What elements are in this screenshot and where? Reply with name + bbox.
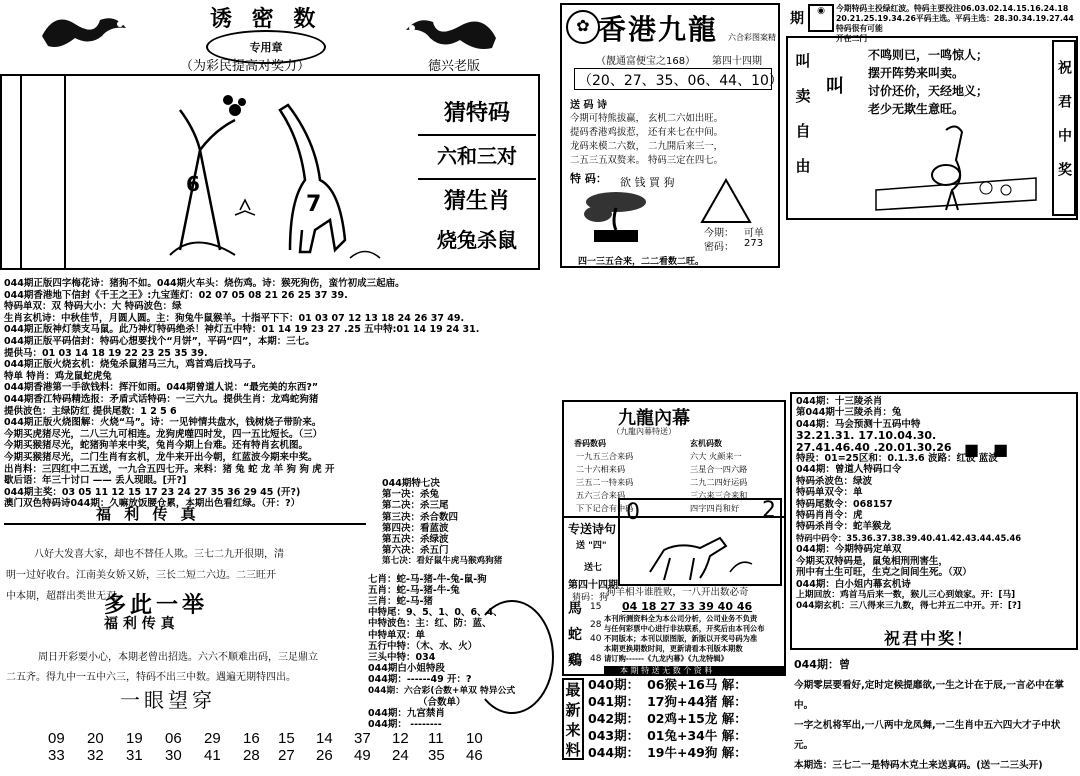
- seven-item: 第四决：看蓝波: [382, 522, 449, 534]
- tip-line: 提供马：01 03 14 18 19 22 23 25 35 39.: [4, 347, 208, 359]
- side-char: 卖: [795, 87, 811, 105]
- jl-period: 第四十四期: [568, 580, 618, 591]
- tip-line: 044期主奖：03 05 11 12 15 17 23 24 27 35 36 29 45 (开?): [4, 486, 301, 498]
- bonsai-illustration: [576, 188, 656, 246]
- zen-shout: 叫: [826, 76, 844, 97]
- welfare-title: 福 利 传 真: [96, 505, 200, 523]
- jl-right-item: 六大 火颜来一: [690, 451, 742, 461]
- br-line: 特码杀肖令：蛇羊猴龙: [796, 521, 892, 533]
- grid-cell: 19: [126, 730, 143, 747]
- zen-issue-label: 期: [790, 11, 804, 27]
- dragon-right-icon: [398, 8, 498, 56]
- zen-header-line: 今期特码主投绿红波。特码主要投注06.03.02.14.15.16.24.18: [836, 4, 1069, 13]
- seven-line: 044期： --------: [368, 719, 442, 731]
- jl-title: 九龍內幕: [618, 408, 690, 429]
- jl-right-item: 三六来三合来和: [690, 490, 748, 500]
- jl-ji-num: 48: [590, 654, 602, 664]
- hk-code-value: 可单: [744, 228, 764, 239]
- zeng-line: 今期零层要看好,定时定候提靡欲,一生之计在于辰,一言必中在掌中。: [794, 680, 1064, 711]
- br-line: 044期：马会预测十五码中特: [796, 418, 921, 430]
- zen-right-vertical-text: 祝君中奖: [1056, 60, 1072, 196]
- br-line: 044期：曾道人特码口令: [796, 464, 902, 476]
- seven-line: 七肖：蛇-马-猪-牛-兔-鼠-狗: [368, 573, 487, 585]
- latest-label: [564, 680, 582, 760]
- seven-line: 044期白小姐特段: [368, 663, 445, 675]
- horse-illustration: [640, 528, 760, 582]
- grid-cell: 12: [392, 730, 409, 747]
- jl-zhuanzhi: 专送诗句: [568, 522, 617, 536]
- latest-label-char: 来: [565, 721, 581, 739]
- grid-cell: 16: [243, 730, 260, 747]
- br-congrats: 祝君中奖！: [884, 629, 975, 648]
- br-line: 刑中有土生可旺，生克之间间生死。（双）: [796, 567, 972, 579]
- welfare-rule: [4, 523, 366, 525]
- br-line: 044期：十三陵杀肖: [796, 396, 883, 407]
- hk-coins-label: 欲 钱 買 狗: [620, 176, 675, 189]
- hk-poem-title: 送 码 诗: [570, 100, 607, 111]
- zeng-line: 一字之机将军出,一八两中龙凤舞,一二生肖中五六四大才子中状元。: [794, 720, 1061, 751]
- welfare-line: 周日开彩要小心，本期老曾出招选。六六不顺难出码，三足鼎立: [38, 652, 318, 663]
- latest-value: 17狗+44猪 解：: [647, 694, 747, 709]
- jl-left-item: 二十六相来码: [576, 464, 626, 474]
- zen-badge-icon: ◉: [808, 4, 834, 32]
- jl-zhuanzhi-2: 送 "四": [576, 541, 607, 551]
- hk-poem-line: 二五三五双赘来。 特码三定在四七。: [570, 155, 723, 166]
- jl-zhuan: 猜码：狗: [572, 593, 609, 603]
- zen-side-column: [790, 50, 816, 176]
- dragon-left-icon: [40, 6, 130, 54]
- hk-title: 香港九龍: [598, 13, 719, 46]
- zen-poem-line: 不鸣则已，一鸣惊人；: [868, 48, 989, 62]
- jl-big-zero: 0: [626, 500, 640, 525]
- jl-left-item: 三五二一特来码: [576, 477, 634, 487]
- seven-line: 中特单双：单: [368, 629, 426, 641]
- hk-issue: 第四十四期: [712, 56, 762, 67]
- hk-poem: [570, 112, 723, 168]
- tip-line: 提供波色：主绿防红 提供尾数：1 2 5 6: [4, 405, 177, 417]
- jl-ma: 馬: [568, 601, 582, 617]
- tip-line: 特码单双：双 特码大小：大 特码波色：绿: [4, 301, 182, 313]
- latest-issue: 043期：: [588, 728, 640, 743]
- latest-row: [588, 693, 747, 710]
- br-line: 特码中码令：35.36.37.38.39.40.41.42.43.44.45.46: [796, 532, 1022, 543]
- hk-poem-line: 提码香港鸡拔惹， 还有来七在中间。: [570, 127, 723, 138]
- br-line: 特段：01=25区和：0.1.3.6 波路：红波 蓝波: [796, 453, 998, 465]
- hk-secret-label: 密码：: [704, 242, 734, 253]
- br-line: 特码杀波色：绿波: [796, 475, 873, 487]
- latest-value: 02鸡+15龙 解：: [647, 711, 747, 726]
- seven-line: 044期：九宫禁肖: [368, 708, 445, 720]
- seal-label: 专用章: [249, 41, 283, 54]
- latest-value: 06猴+16马 解：: [647, 677, 747, 692]
- jl-notice-line: 与任何彩票中心进行非法联系，开奖后由本刊公布: [604, 624, 765, 633]
- jl-left-item: 五六三合来码: [576, 490, 626, 500]
- seven-item: 第一决：杀兔: [382, 489, 440, 501]
- latest-issue: 044期：: [588, 745, 640, 760]
- hk-special-label: 特 码：: [570, 172, 607, 185]
- zeng-block: [794, 676, 1078, 776]
- tip-line: 044期香港地下信封《千王之王》:九宝莲灯：02 07 05 08 21 26 25 37 39.: [4, 289, 348, 301]
- seven-line: 044期：------49 开：?: [368, 674, 472, 686]
- hint-text: 烧兔杀鼠: [437, 228, 517, 252]
- br-line: 特码单双令：单: [796, 487, 863, 499]
- hk-poem-line: 龙码来模二六数， 二九開后来三一，: [570, 141, 723, 152]
- jl-notice-line: 本期更换期数时间，更新请看本刊版本期数: [604, 644, 743, 653]
- grid-cell: 33: [48, 747, 65, 764]
- hk-subtitle: 六合彩图案精: [728, 33, 776, 42]
- grid-cell: 46: [466, 747, 483, 764]
- grid-cell: 30: [165, 747, 182, 764]
- latest-label-char: 料: [565, 741, 581, 759]
- grid-cell: 26: [316, 747, 333, 764]
- br-line: 上期回放：鸡首马后来一数，猴儿三心到娘家。开：[马]: [796, 589, 1016, 600]
- tip-line: 今期买猴猪尽光，二门生肖有玄机，龙牛来开出今朝，红蓝波今期来中奖。: [4, 451, 318, 463]
- br-line: 第044期十三陵杀肖：兔: [796, 407, 902, 419]
- tip-line: 特单 特肖：鸡龙鼠蛇虎兔: [4, 370, 112, 382]
- tip-line: 044期正版火烧图解：火烧“马”。诗：一见钟情共盘水，钱树烧子带阶来。: [4, 417, 322, 429]
- welfare-lines-2: [6, 648, 318, 688]
- brand-label: 德兴老版: [428, 59, 481, 74]
- jl-she-num: 40: [590, 634, 602, 644]
- jl-zhuanzhi-3: 送七: [584, 563, 603, 573]
- br-line: 32.21.31. 17.10.04.30.: [796, 429, 937, 443]
- crane-illustration: [866, 120, 1046, 216]
- grid-cell: 31: [126, 747, 143, 764]
- hk-secret-value: 273: [744, 238, 764, 249]
- grid-cell: 49: [354, 747, 371, 764]
- grid-cell: 11: [428, 730, 444, 747]
- jl-she-num: 28: [590, 620, 602, 630]
- br-dots: ■■: [964, 440, 1023, 459]
- seven-item: 第三决：杀合数四: [382, 511, 459, 523]
- eye-title: 一眼望穿: [120, 688, 216, 712]
- tip-line: 044期正版火烧玄机：烧兔杀鼠猪马三九，鸡首鸡后找马子。: [4, 359, 262, 371]
- tip-line: 澳门双色特码诗044期：久嘛放饭腰仓累，本期出色看红绿。（开：?）: [4, 498, 301, 510]
- latest-value: 01兔+34牛 解：: [647, 728, 747, 743]
- zen-header-line: 开在二门: [836, 34, 868, 43]
- triangle-diagram: [698, 176, 754, 226]
- latest-list: [588, 676, 747, 761]
- jl-ji: 鷄: [568, 653, 582, 669]
- jl-left-item: 下下记合有中码: [576, 503, 634, 513]
- seven-item: 第五决：杀绿波: [382, 534, 449, 546]
- welfare-line: 中本期，超群出类世无双。: [6, 591, 126, 602]
- jl-motto: 狗羊相斗谁胜败，一八开出数必奇: [606, 587, 749, 598]
- tip-line: 044期正版四字梅花诗：猪狗不如。044期火车头：烧伤鸡。诗：猴死狗伤，蛮竹初成三起庙。: [4, 278, 405, 289]
- grid-cell: 29: [204, 730, 221, 747]
- seven-line: 五肖：蛇-马-猪-牛-兔: [368, 584, 460, 596]
- br-line: 特码肖肖令：虎: [796, 510, 863, 522]
- seven-line: 三肖：蛇-马-猪: [368, 596, 433, 608]
- zeng-label: 044期：曾: [794, 658, 850, 671]
- grid-cell: 15: [278, 730, 295, 747]
- jl-notice-line: 请订购------《九龙内幕》《九龙特辑》: [604, 654, 728, 663]
- hk-footer: 四一三五合来，二二看数二旺。: [578, 257, 705, 267]
- jl-row-nums: 04 18 27 33 39 40 46: [622, 600, 753, 613]
- latest-issue: 041期：: [588, 694, 640, 709]
- seven-line: 三头中特：034: [368, 652, 436, 664]
- hint-text: 猜特码: [418, 96, 536, 136]
- jl-subtitle: （九龍內幕特送）: [612, 427, 676, 436]
- seven-header: 044期特七决: [382, 478, 440, 489]
- side-char: 叫: [795, 52, 811, 70]
- grid-cell: 09: [48, 730, 65, 747]
- latest-value: 19牛+49狗 解：: [647, 745, 747, 760]
- left-column-divider: [20, 74, 22, 270]
- tip-line: 歇后语：年三十讨口 —— 丢人现眼。[开?]: [4, 475, 187, 487]
- grid-cell: 37: [354, 730, 371, 747]
- zen-right-vertical: [1054, 60, 1074, 196]
- hk-tag: （靓通富便宝之168）: [596, 56, 696, 67]
- jl-notice-line: 本刊所测资料全为本公司分析，公司业务不负责: [604, 614, 758, 623]
- latest-row: [588, 727, 747, 744]
- latest-label-char: 最: [565, 681, 581, 699]
- hints-column: [418, 96, 536, 260]
- hint-text: 猜生肖: [418, 178, 536, 224]
- slogan: （为彩民提高对奖力）: [180, 59, 311, 74]
- jl-ma-num: 15: [590, 602, 602, 612]
- hk-poem-line: 今期可特熊拔赢， 玄机二六如出旺。: [570, 113, 723, 124]
- latest-issue: 042期：: [588, 711, 640, 726]
- grid-cell: 06: [165, 730, 182, 747]
- jl-notice: [604, 614, 784, 664]
- tip-line: 今期买猴猪尽光，蛇猪狗羊来中奖，兔肖今期上台难。还有特肖玄机图。: [4, 440, 309, 452]
- grid-cell: 27: [278, 747, 295, 764]
- tree-giraffe-illustration: [140, 80, 400, 266]
- jl-left-item: 一九五三合来码: [576, 451, 634, 461]
- hk-numbers: （20、27、35、06、44、10）: [578, 73, 783, 89]
- tree-number: 6: [186, 172, 200, 196]
- hint-text: 六和三对: [437, 144, 517, 168]
- zen-poem-line: 讨价还价，天经地义；: [868, 84, 989, 98]
- tip-line: 今期买虎猪尽光，二八三九可相连。龙狗虎噬四时发，四一五比短长。（三）: [4, 428, 323, 440]
- seven-line: 044期：六合彩(合数+单双 特异公式: [368, 685, 516, 696]
- zen-poem-line: 老少无欺生意旺。: [868, 102, 965, 116]
- seven-line: （合数单）: [418, 696, 466, 708]
- latest-row: [588, 676, 747, 693]
- jl-she: 蛇: [568, 627, 582, 643]
- seven-line: 中特波色：主：红、防：蓝、: [368, 618, 492, 630]
- tip-line: 出肖料：三四红中二五送，一九合五四七开。来料：猪 兔 蛇 龙 羊 狗 狗 虎 开: [4, 463, 335, 475]
- tip-line: 044期香港第一手欲钱料：挥汗如雨。044期曾道人说：“最完美的东西?”: [4, 382, 319, 394]
- latest-label-char: 新: [565, 701, 581, 719]
- tip-line: 044期香江特码精选报：矛盾式话特码：一三六九。提供生肖：龙鸡蛇狗猪: [4, 393, 319, 405]
- zeng-line: 本期选：三七二一是特码木克土来送真码。(送一二三头开): [794, 760, 1043, 771]
- grid-cell: 10: [466, 730, 483, 747]
- jl-left-head: 香码数码: [574, 439, 606, 448]
- grid-cell: 14: [316, 730, 333, 747]
- big-title: 多此一举: [104, 592, 209, 618]
- br-lines: [796, 396, 1076, 613]
- br-line: 特码尾数令：068157: [796, 498, 893, 510]
- jl-right-item: 二九二四好运码: [690, 477, 748, 487]
- welfare-line: 明一过好收台。江南美女娇又娇，三长二短二六边。二三旺开: [6, 570, 276, 581]
- jl-notice-line: 不同版本；本刊以原图版，新版以开奖号码为准: [604, 634, 758, 643]
- side-char: 由: [795, 157, 811, 175]
- grid-cell: 20: [87, 730, 104, 747]
- welfare-subtitle: 福 利 传 真: [104, 616, 175, 632]
- tip-line: 044期正版神灯禁支马鼠。此乃神灯特码绝杀！神灯五中特：01 14 19 23 27 .25 五中特:01 14 19 24 31.: [4, 324, 480, 336]
- br-line: 044期：今期特码定单双: [796, 544, 902, 556]
- seven-arc-decoration: [470, 600, 554, 714]
- latest-issue: 040期：: [588, 677, 640, 692]
- latest-row: [588, 744, 747, 761]
- grid-cell: 32: [87, 747, 104, 764]
- grid-cell: 35: [428, 747, 445, 764]
- hk-code-label: 今期：: [704, 228, 734, 239]
- jl-footer: 本 期 特 送 无 数 个 资 料: [620, 666, 713, 675]
- jl-right-item: 三星合一四六路: [690, 464, 748, 474]
- seven-item: 第七决：看好鼠牛虎马猴鸡狗猪: [382, 556, 503, 567]
- tip-line: 生肖玄机诗：中秋佳节，月圆人圆。主：狗兔牛鼠猴羊。十指平下下：01 03 07 12 13 18 24 26 37 49.: [4, 312, 465, 324]
- br-line: 044期玄机：三八得来三九数，得七并五二中开。开：[?]: [796, 601, 1022, 612]
- welfare-line: 八好大发喜大家，却也不替任人欺。三七二九开很期，清: [34, 549, 284, 560]
- left-column-divider-2: [64, 74, 66, 270]
- br-line: 今期买双特码是，鼠兔相刑刑害生，: [796, 555, 949, 567]
- br-line: 044期：白小姐内幕玄机诗: [796, 578, 911, 590]
- hk-logo-icon: ✿: [566, 10, 600, 44]
- jl-big-two: 2: [762, 498, 776, 523]
- welfare-line: 二五齐。得九中一五中六三，特码不出三中数。遇遍无期特四出。: [6, 672, 296, 683]
- br-line: 27.41.46.40 .20.01.30.26: [796, 440, 952, 454]
- grid-cell: 28: [243, 747, 260, 764]
- grid-cell: 24: [392, 747, 409, 764]
- latest-row: [588, 710, 747, 727]
- zen-header: [836, 4, 1080, 44]
- tips-text-block: [4, 278, 544, 510]
- seven-line: 中特尾：9、5、1、0、6、4、: [368, 607, 503, 619]
- grid-cell: 41: [204, 747, 221, 764]
- seven-item: 第六决：杀五门: [382, 545, 449, 557]
- jl-right-head: 玄机码数: [690, 439, 722, 448]
- giraffe-number: 7: [306, 192, 322, 217]
- zen-poem: [868, 46, 988, 118]
- side-char: 自: [795, 122, 811, 140]
- zen-poem-line: 摆开阵势来叫卖。: [868, 66, 965, 80]
- seven-line: 五行中特：（木、水、火）: [368, 640, 478, 652]
- page-title: 诱 密 数: [210, 6, 322, 32]
- seven-item: 第二决：杀三尾: [382, 500, 449, 512]
- jl-right-item: 四字四肖和好: [690, 503, 740, 513]
- tip-line: 044期正版平码信封：特码心想要找个“月饼”，平码“四”，本期：三七。: [4, 335, 315, 347]
- zen-header-line: 20.21.25.19.34.26平码主选。平码主选：28.30.34.19.27.44特码很有可能: [836, 14, 1074, 33]
